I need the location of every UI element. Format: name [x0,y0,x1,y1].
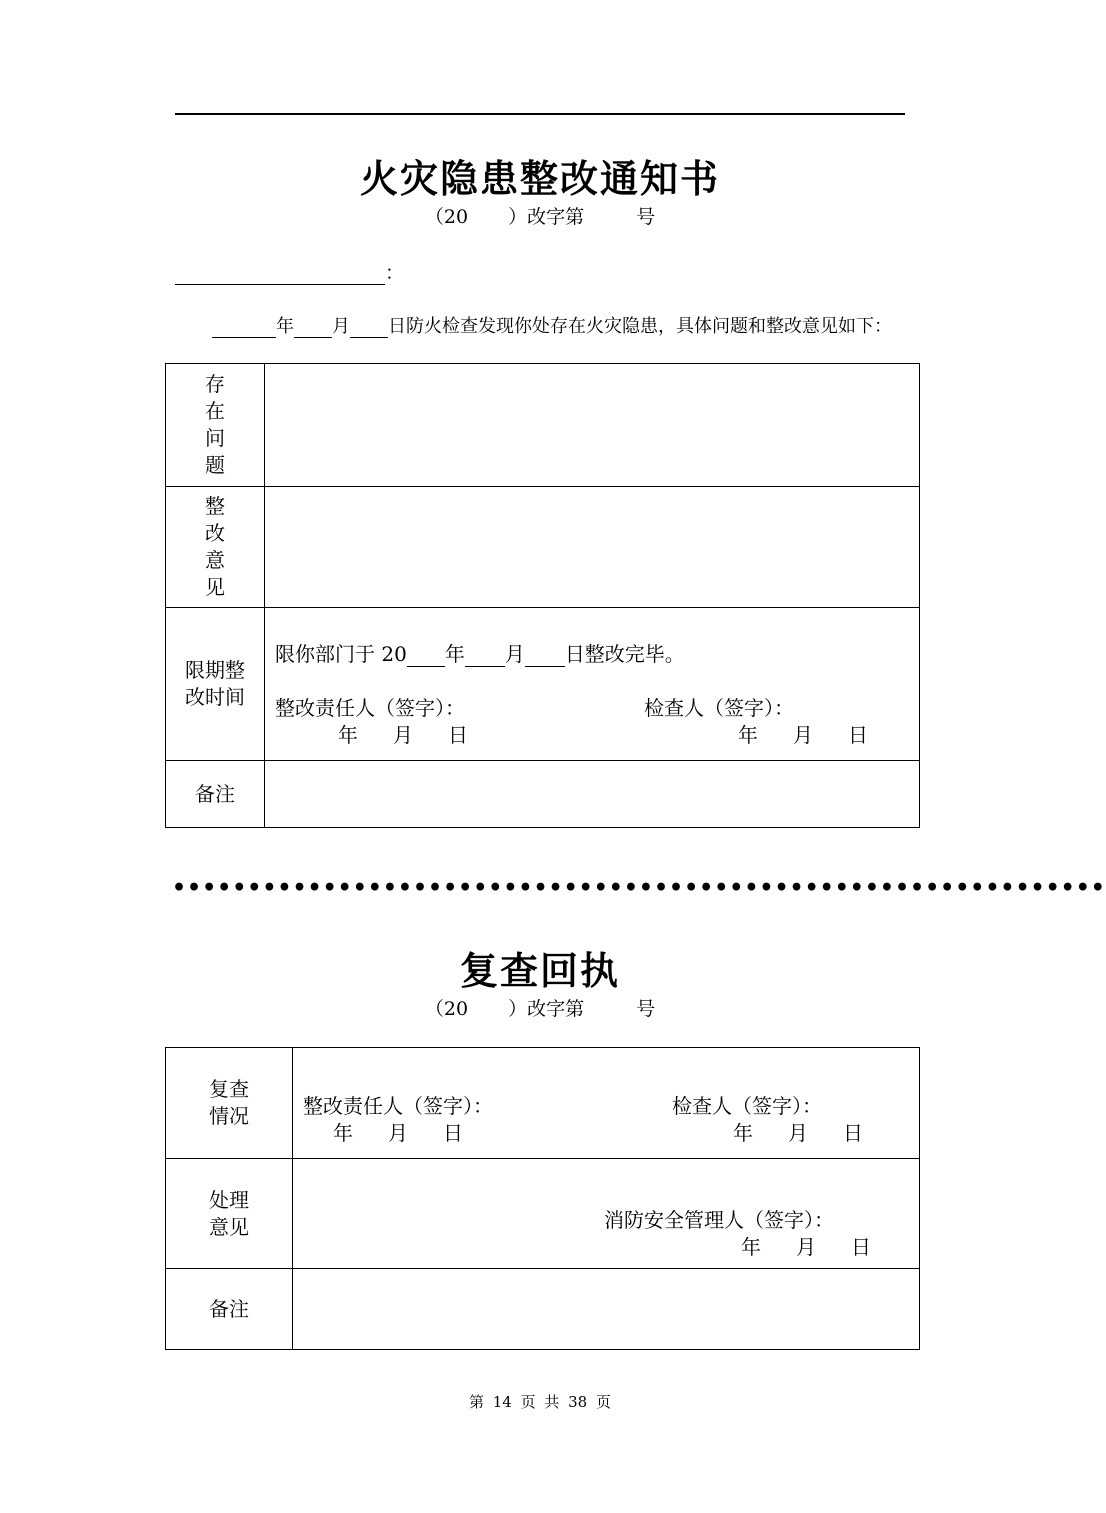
notice-table [165,363,920,828]
date-day: 日 [848,723,868,747]
deadline-month: 月 [504,642,525,666]
problems-field[interactable] [265,364,920,487]
review-label [166,1048,293,1159]
deadline-label [166,608,265,761]
date-year: 年 [733,1121,753,1145]
date-month: 月 [788,1121,808,1145]
notice-number [0,202,1080,229]
receipt-title: 复查回执 [459,949,620,993]
notice-remarks-field[interactable] [265,761,920,828]
notice-remarks-label: 备注 [166,761,265,828]
inspector-signature-label: 检查人（签字）： [672,1094,822,1118]
date-day: 日 [443,1121,463,1145]
recipient-line [175,258,404,285]
deadline-prefix: 限你部门于 20 [275,642,407,666]
inspector-date [738,719,868,748]
handling-cell [293,1159,920,1269]
responsible-signature-label: 整改责任人（签字）： [275,696,465,720]
deadline-year-blank[interactable] [407,648,445,667]
label-char: 题 [205,453,225,477]
cut-line-divider: •••••••••••••••••••••••••••••••••••••••••••••••••••••••••••••• [172,875,1106,901]
deadline-day-blank[interactable] [525,648,565,667]
responsible-date [338,719,468,748]
manager-date [741,1231,871,1260]
date-month: 月 [388,1121,408,1145]
label-line: 意见 [209,1214,249,1239]
date-year: 年 [338,723,358,747]
inspector-date [733,1117,863,1146]
review-cell [293,1048,920,1159]
label-line: 情况 [209,1104,249,1128]
deadline-month-blank[interactable] [465,648,505,667]
date-day: 日 [448,723,468,747]
label-line: 处理 [209,1187,249,1212]
deadline-suffix: 日整改完毕。 [564,642,685,666]
label-char: 意 [205,548,225,572]
label-char: 存 [205,372,225,396]
label-char: 改 [205,521,225,545]
intro-month: 月 [332,316,350,337]
deadline-cell [265,608,920,761]
date-month: 月 [793,723,813,747]
deadline-sentence [275,638,685,667]
label-char: 见 [205,575,225,599]
date-year: 年 [738,723,758,747]
intro-text: 日防火检查发现你处存在火灾隐患，具体问题和整改意见如下： [388,316,892,337]
label-char: 整 [205,494,225,518]
notice-title: 火灾隐患整改通知书 [359,157,720,201]
receipt-number [0,994,1080,1021]
label-line: 限期整 [185,658,245,682]
date-day: 日 [851,1235,871,1259]
recipient-blank[interactable] [175,268,385,285]
number-suffix: 号 [636,206,656,228]
responsible-signature-label: 整改责任人（签字）： [303,1094,493,1118]
month-blank[interactable] [294,321,332,338]
intro-year: 年 [276,316,294,337]
responsible-date [333,1117,463,1146]
date-month: 月 [796,1235,816,1259]
deadline-year: 年 [444,642,465,666]
receipt-remarks-label: 备注 [166,1269,293,1350]
label-char: 在 [205,399,225,423]
opinion-label [166,487,265,608]
year-blank[interactable] [212,321,276,338]
handling-label [166,1159,293,1269]
intro-sentence [212,312,892,338]
day-blank[interactable] [350,321,388,338]
date-day: 日 [843,1121,863,1145]
manager-signature-label: 消防安全管理人（签字）： [604,1208,834,1232]
inspector-signature-label: 检查人（签字）： [644,696,794,720]
date-month: 月 [393,723,413,747]
receipt-remarks-field[interactable] [293,1269,920,1350]
recipient-colon: ： [385,262,405,284]
date-year: 年 [741,1235,761,1259]
number-prefix: （20 [424,998,469,1020]
date-year: 年 [333,1121,353,1145]
opinion-field[interactable] [265,487,920,608]
problems-label [166,364,265,487]
number-middle: ）改字第 [508,998,585,1020]
label-line: 复查 [209,1077,249,1101]
number-middle: ）改字第 [508,206,585,228]
top-rule [175,113,905,115]
number-prefix: （20 [424,206,469,228]
number-suffix: 号 [636,998,656,1020]
label-char: 问 [205,426,225,450]
label-line: 改时间 [185,685,245,709]
page-footer: 第 14 页 共 38 页 [468,1393,611,1411]
receipt-table [165,1047,920,1350]
